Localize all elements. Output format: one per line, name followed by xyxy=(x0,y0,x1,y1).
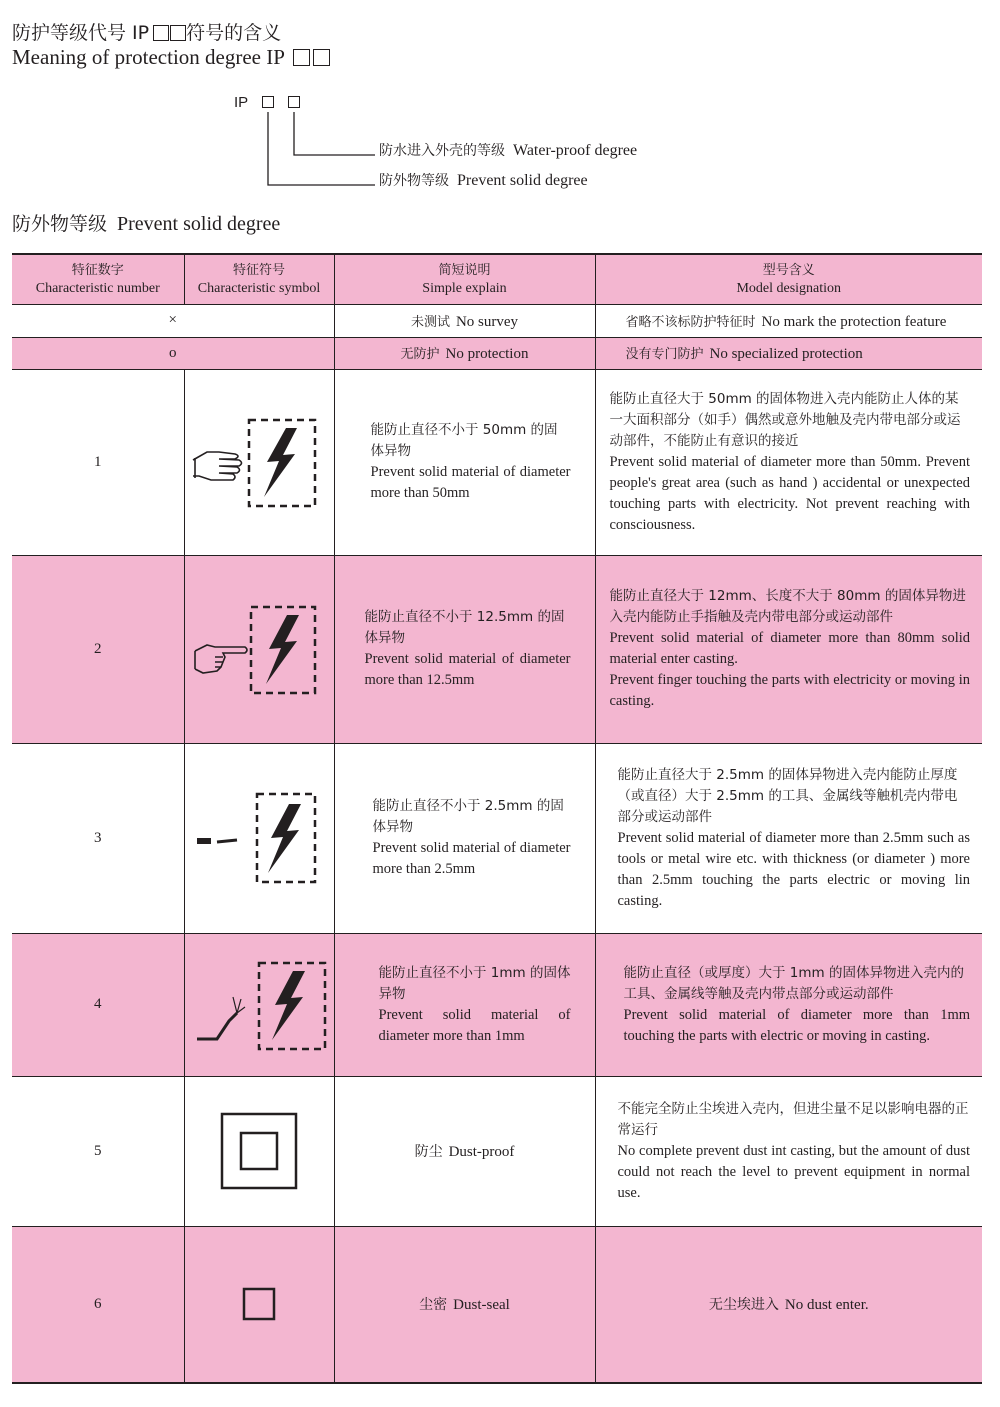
characteristic-symbol xyxy=(184,555,334,743)
characteristic-symbol xyxy=(184,1076,334,1226)
simple-explain-cell: 能防止直径不小于 1mm 的固体异物 Prevent solid material of diameter more than 1mm xyxy=(334,933,595,1076)
table-row-4 xyxy=(12,933,982,1076)
finger-icon xyxy=(189,599,329,699)
table-row-5 xyxy=(12,1076,982,1226)
ip-placeholder-box xyxy=(153,25,169,41)
ip-placeholder-box xyxy=(313,49,330,66)
explain-cell: 未测试 No survey xyxy=(334,304,595,337)
characteristic-number: 2 xyxy=(12,555,184,743)
wire-icon xyxy=(189,955,329,1055)
table-row-x xyxy=(12,304,982,337)
model-cell: 省略不该标防护特征时 No mark the protection feature xyxy=(595,304,982,337)
protection-degree-table xyxy=(12,253,982,1384)
simple-explain-cell: 能防止直径不小于 2.5mm 的固体异物 Prevent solid material of diameter more than 2.5mm xyxy=(334,743,595,933)
hand-icon xyxy=(189,412,329,512)
characteristic-symbol xyxy=(184,1226,334,1383)
section-heading: 防外物等级 Prevent solid degree xyxy=(12,213,281,235)
model-designation-cell: 无尘埃进入 No dust enter. xyxy=(595,1226,982,1383)
characteristic-number: 6 xyxy=(12,1226,184,1383)
header-characteristic-number: 特征数字 Characteristic number xyxy=(12,254,184,304)
characteristic-symbol xyxy=(184,743,334,933)
simple-explain-cell: 防尘 Dust-proof xyxy=(334,1076,595,1226)
square-icon xyxy=(241,1286,277,1322)
page-title-cn: 防护等级代号 IP 符号的含义 xyxy=(12,22,282,44)
table-row-2 xyxy=(12,555,982,743)
water-proof-legend: 防水进入外壳的等级 Water-proof degree xyxy=(379,142,638,159)
model-cell: 没有专门防护 No specialized protection xyxy=(595,337,982,369)
explain-cell: 无防护 No protection xyxy=(334,337,595,369)
model-designation-cell: 能防止直径大于 12mm、长度不大于 80mm 的固体异物进入壳内能防止手指触及壳内带电部分或运动部件 Prevent solid material of diameter more than 80mm solid material enter casting. Prevent finger touching the parts with electricity or moving in casting. xyxy=(595,555,982,743)
table-row-1 xyxy=(12,369,982,555)
characteristic-number: 4 xyxy=(12,933,184,1076)
model-designation-cell: 不能完全防止尘埃进入壳内，但进尘量不足以影响电器的正常运行 No complete prevent dust int casting, but the amount of dust could not reach the level to prevent equipment in normal use. xyxy=(595,1076,982,1226)
characteristic-symbol xyxy=(184,933,334,1076)
ip-code-label: IP xyxy=(234,94,249,111)
mark-cell: o xyxy=(12,337,334,369)
page-title-en: Meaning of protection degree IP xyxy=(12,45,330,70)
characteristic-number: 5 xyxy=(12,1076,184,1226)
table-row-3 xyxy=(12,743,982,933)
header-characteristic-symbol: 特征符号 Characteristic symbol xyxy=(184,254,334,304)
table-row-o xyxy=(12,337,982,369)
header-simple-explain: 简短说明 Simple explain xyxy=(334,254,595,304)
simple-explain-cell: 尘密 Dust-seal xyxy=(334,1226,595,1383)
ip-placeholder-box xyxy=(293,49,310,66)
model-designation-cell: 能防止直径大于 2.5mm 的固体异物进入壳内能防止厚度（或直径）大于 2.5mm 的工具、金属线等触机壳内带电部分或运动部件 Prevent solid material of diameter more than 2.5mm such as tools or metal wire etc. with thickness (or diameter ) more than 2.5mm touching the parts electric or moving lin casting. xyxy=(595,743,982,933)
characteristic-number: 3 xyxy=(12,743,184,933)
table-header-row xyxy=(12,254,982,304)
ip-first-digit-box xyxy=(262,96,274,108)
table-row-6 xyxy=(12,1226,982,1383)
solid-degree-legend: 防外物等级 Prevent solid degree xyxy=(379,172,588,189)
tool-icon xyxy=(189,788,329,888)
simple-explain-cell: 能防止直径不小于 50mm 的固体异物 Prevent solid material of diameter more than 50mm xyxy=(334,369,595,555)
simple-explain-cell: 能防止直径不小于 12.5mm 的固体异物 Prevent solid material of diameter more than 12.5mm xyxy=(334,555,595,743)
ip-second-digit-box xyxy=(288,96,300,108)
header-model-designation: 型号含义 Model designation xyxy=(595,254,982,304)
model-designation-cell: 能防止直径（或厚度）大于 1mm 的固体异物进入壳内的工具、金属线等触及壳内带点部分或运动部件 Prevent solid material of diameter more than 1mm touching the parts with electric or moving in casting. xyxy=(595,933,982,1076)
model-designation-cell: 能防止直径大于 50mm 的固体物进入壳内能防止人体的某一大面积部分（如手）偶然或意外地触及壳内带电部分或运动部件，不能防止有意识的接近 Prevent solid material of diameter more than 50mm. Prevent people's great area (such as hand ) accidental or unexpected touching parts with electricity. Not prevent reaching with consciousness. xyxy=(595,369,982,555)
mark-cell: × xyxy=(12,304,334,337)
characteristic-symbol xyxy=(184,369,334,555)
characteristic-number: 1 xyxy=(12,369,184,555)
ip-placeholder-box xyxy=(170,25,186,41)
double-square-icon xyxy=(219,1111,299,1191)
